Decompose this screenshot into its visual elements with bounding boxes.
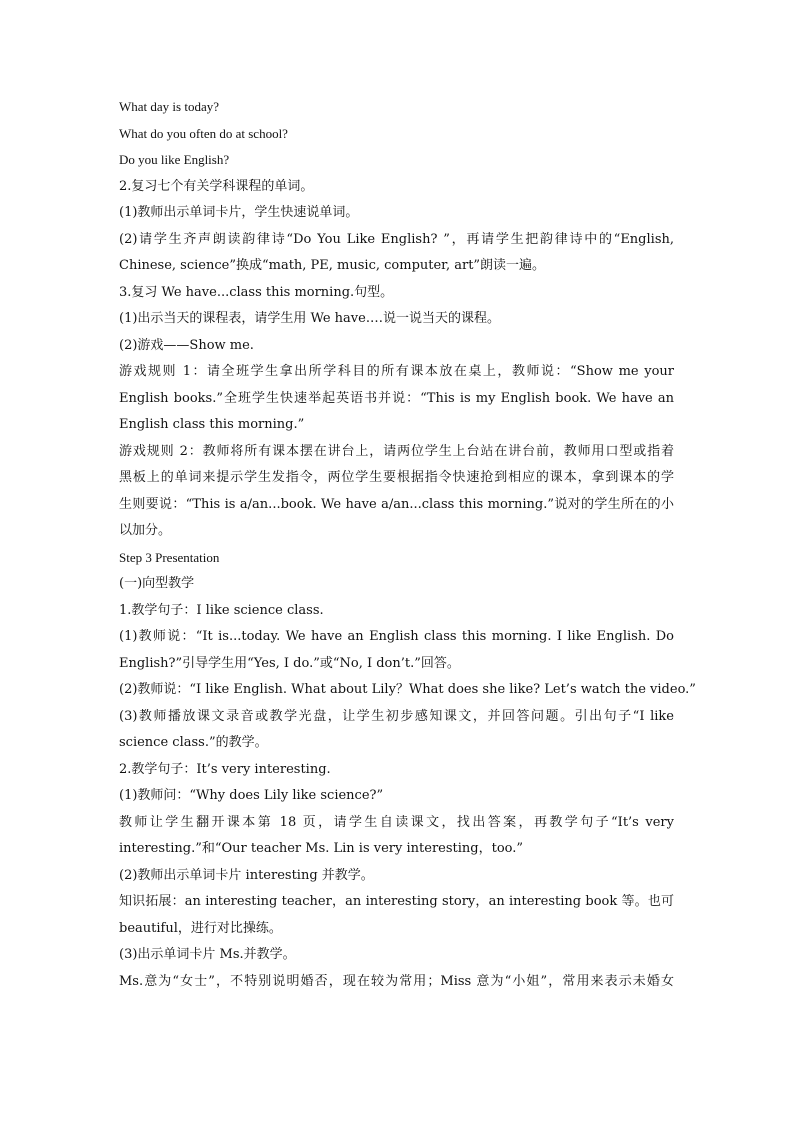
text-line: 黑板上的单词来提示学生发指令，两位学生要根据指令快速抢到相应的课本，拿到课本的学 bbox=[119, 470, 674, 485]
text-line: What do you often do at school? bbox=[119, 125, 288, 141]
text-line: What day is today? bbox=[119, 99, 219, 114]
document-page bbox=[119, 94, 696, 995]
text-line: English class this morning.” bbox=[119, 417, 305, 432]
text-line: 游戏规则 1：请全班学生拿出所学科目的所有课本放在桌上，教师说：“Show me your bbox=[119, 364, 674, 379]
text-line: (1)出示当天的课程表，请学生用 We have.…说一说当天的课程。 bbox=[119, 311, 500, 326]
text-line: 1.教学句子：I like science class. bbox=[119, 602, 324, 618]
text-line: 游戏规则 2：教师将所有课本摆在讲台上，请两位学生上台站在讲台前，教师用口型或指着 bbox=[119, 443, 674, 459]
text-line: (2)教师说：“I like English. What about Lily？What does she like? Let’s watch the video.” bbox=[119, 682, 696, 697]
text-line: (2)教师出示单词卡片 interesting 并教学。 bbox=[119, 867, 374, 883]
text-line: English books.”全班学生快速举起英语书并说：“This is my English book. We have an bbox=[119, 390, 674, 406]
text-line: Chinese, science”换成“math, PE, music, computer, art”朗读一遍。 bbox=[119, 258, 546, 273]
text-line: (3)出示单词卡片 Ms.并教学。 bbox=[119, 947, 296, 962]
text-line: (3)教师播放课文录音或教学光盘，让学生初步感知课文，并回答问题。引出句子“I like bbox=[119, 708, 674, 724]
subsection-heading: (一)向型教学 bbox=[119, 576, 195, 591]
text-line: 以加分。 bbox=[119, 523, 172, 538]
text-line: beautiful，进行对比操练。 bbox=[119, 920, 282, 936]
text-line: 教师让学生翻开课本第 18 页，请学生自读课文，找出答案，再教学句子“It’s very bbox=[119, 814, 674, 830]
text-line: 生则要说：“This is a/an...book. We have a/an...class this morning.”说对的学生所在的小 bbox=[119, 496, 674, 512]
text-line: 知识拓展：an interesting teacher，an interesting story，an interesting book 等。也可 bbox=[119, 894, 674, 909]
text-line: (1)教师出示单词卡片，学生快速说单词。 bbox=[119, 205, 359, 220]
text-line: Do you like English? bbox=[119, 152, 230, 167]
text-line: (1)教师说：“It is...today. We have an English class this morning. I like English. Do bbox=[119, 629, 674, 644]
text-line: 2.复习七个有关学科课程的单词。 bbox=[119, 178, 314, 194]
text-line: 2.教学句子：It’s very interesting. bbox=[119, 761, 331, 777]
text-line: (2)游戏——Show me. bbox=[119, 337, 254, 353]
text-line: (1)教师问：“Why does Lily like science?” bbox=[119, 788, 384, 803]
text-line: interesting.”和“Our teacher Ms. Lin is very interesting，too.” bbox=[119, 841, 524, 856]
text-line: Ms.意为“女士”，不特别说明婚否，现在较为常用；Miss 意为“小姐”，常用来表示未婚女 bbox=[119, 973, 674, 989]
text-line: English?”引导学生用“Yes, I do.”或“No, I don’t.”回答。 bbox=[119, 655, 460, 671]
text-line: science class.”的教学。 bbox=[119, 735, 268, 750]
text-line: 3.复习 We have...class this morning.句型。 bbox=[119, 284, 394, 300]
section-heading: Step 3 Presentation bbox=[119, 549, 220, 565]
text-line: (2)请学生齐声朗读韵律诗“Do You Like English? ”，再请学生把韵律诗中的“English, bbox=[119, 231, 674, 247]
